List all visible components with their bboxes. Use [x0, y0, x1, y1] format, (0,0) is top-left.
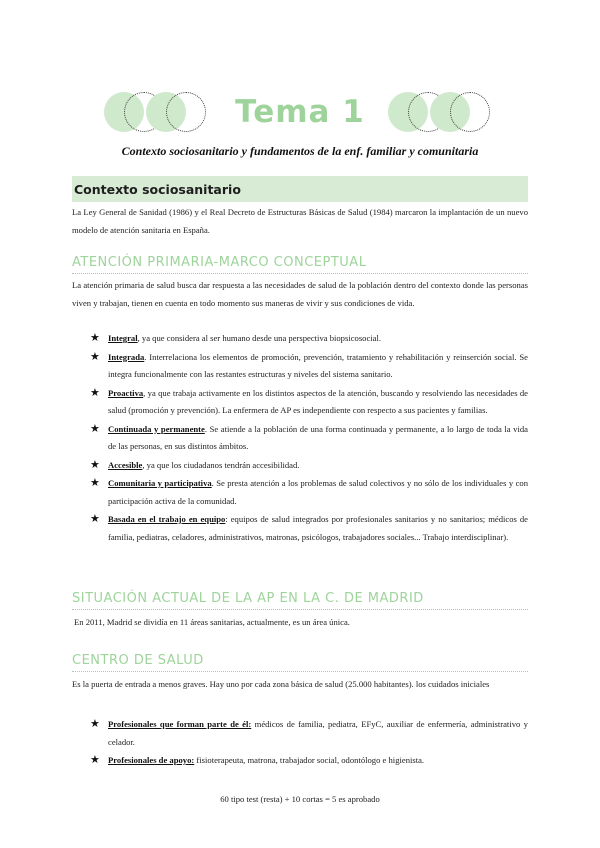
decorative-circles-right	[388, 92, 508, 134]
list-item-text: , ya que considera al ser humano desde una perspectiva biopsicosocial.	[137, 333, 382, 343]
list-item-term: Integrada	[108, 351, 145, 362]
list-item-term: Integral	[108, 333, 138, 343]
star-icon: ★	[90, 718, 100, 730]
list-item-term: Profesionales que forman parte de él:	[108, 719, 252, 729]
dotted-circle-icon	[450, 92, 490, 132]
list-item-text: . Interrelaciona los elementos de promoción, prevención, tratamiento y rehabilitación y reinserción social. Se integra funcionalmente con las restantes estructuras y niveles del sistema sanitario.	[108, 351, 528, 379]
list-item	[90, 716, 528, 751]
list-item	[90, 475, 528, 510]
list-item-text: . Se presta atención a los problemas de salud colectivos y no sólo de los individuales y con participación activa de la comunidad.	[108, 478, 528, 506]
star-icon: ★	[90, 350, 100, 363]
list-item-text: , ya que trabaja activamente en los distintos aspectos de la atención, buscando y resolviendo las necesidades de salud (promoción y prevención). La enfermera de AP es independiente con respecto a sus pacientes y familias.	[108, 387, 528, 415]
list-item-term: Continuada y permanente	[108, 423, 205, 434]
star-icon: ★	[90, 513, 100, 525]
section-title-bar: Contexto sociosanitario	[72, 176, 528, 202]
heading-atencion-primaria: ATENCIÓN PRIMARIA-MARCO CONCEPTUAL	[72, 254, 528, 274]
star-icon: ★	[90, 754, 100, 766]
list-item-term: Proactiva	[108, 387, 144, 398]
list-item-text: . Se atiende a la población de una forma continuada y permanente, a lo largo de toda la vida de las personas, en sus distintos ámbitos.	[108, 423, 528, 451]
centro-list	[90, 716, 528, 771]
list-item-term: Comunitaria y participativa	[108, 478, 212, 488]
footer-note: 60 tipo test (resta) + 10 cortas = 5 es aprobado	[220, 794, 380, 804]
header	[0, 92, 600, 138]
heading-situacion-actual: SITUACIÓN ACTUAL DE LA AP EN LA C. DE MADRID	[72, 590, 528, 610]
list-item-text: fisioterapeuta, matrona, trabajador social, odontólogo e higienista.	[194, 755, 425, 765]
page-subtitle: Contexto sociosanitario y fundamentos de la enf. familiar y comunitaria	[121, 144, 479, 158]
page-title: Tema 1	[235, 94, 365, 130]
list-item-text: , ya que los ciudadanos tendrán accesibilidad.	[142, 459, 300, 470]
atencion-primaria-intro: La atención primaria de salud busca dar respuesta a las necesidades de salud de la población dentro del contexto donde las personas viven y trabajan, tienen en cuenta en todo momento sus maneras de vivir y sus condiciones de vida.	[72, 280, 528, 308]
list-item	[90, 457, 528, 475]
star-icon: ★	[90, 477, 100, 489]
heading-centro-de-salud: CENTRO DE SALUD	[72, 652, 528, 672]
star-icon: ★	[90, 332, 100, 344]
list-item-text: : equipos de salud integrados por profesionales sanitarios y no sanitarios; médicos de familia, pediatras, celadores, administrativos, matronas, psicólogos, trabajadores sociales... Trabajo interdisciplinar).	[108, 514, 528, 542]
atencion-primaria-list	[90, 330, 528, 547]
list-item	[90, 349, 528, 384]
star-icon: ★	[90, 458, 100, 471]
section-intro: La Ley General de Sanidad (1986) y el Real Decreto de Estructuras Básicas de Salud (1984) marcaron la implantación de un nuevo modelo de atención sanitaria en España.	[72, 207, 528, 235]
list-item	[90, 752, 528, 770]
list-item-term: Basada en el trabajo en equipo	[108, 514, 226, 524]
situacion-text: En 2011, Madrid se dividía en 11 áreas sanitarias, actualmente, es un área única.	[74, 617, 350, 627]
list-item	[90, 330, 528, 348]
list-item-term: Profesionales de apoyo:	[108, 755, 195, 765]
list-item	[90, 421, 528, 456]
list-item-term: Accesible	[108, 459, 143, 470]
star-icon: ★	[90, 386, 100, 399]
list-item	[90, 385, 528, 420]
star-icon: ★	[90, 422, 100, 435]
list-item-text: médicos de familia, pediatra, EFyC, auxiliar de enfermería, administrativo y celador.	[108, 719, 528, 747]
centro-intro: Es la puerta de entrada a menos graves. Hay uno por cada zona básica de salud (25.000 habitantes). los cuidados iniciales	[72, 679, 490, 689]
list-item	[90, 511, 528, 546]
